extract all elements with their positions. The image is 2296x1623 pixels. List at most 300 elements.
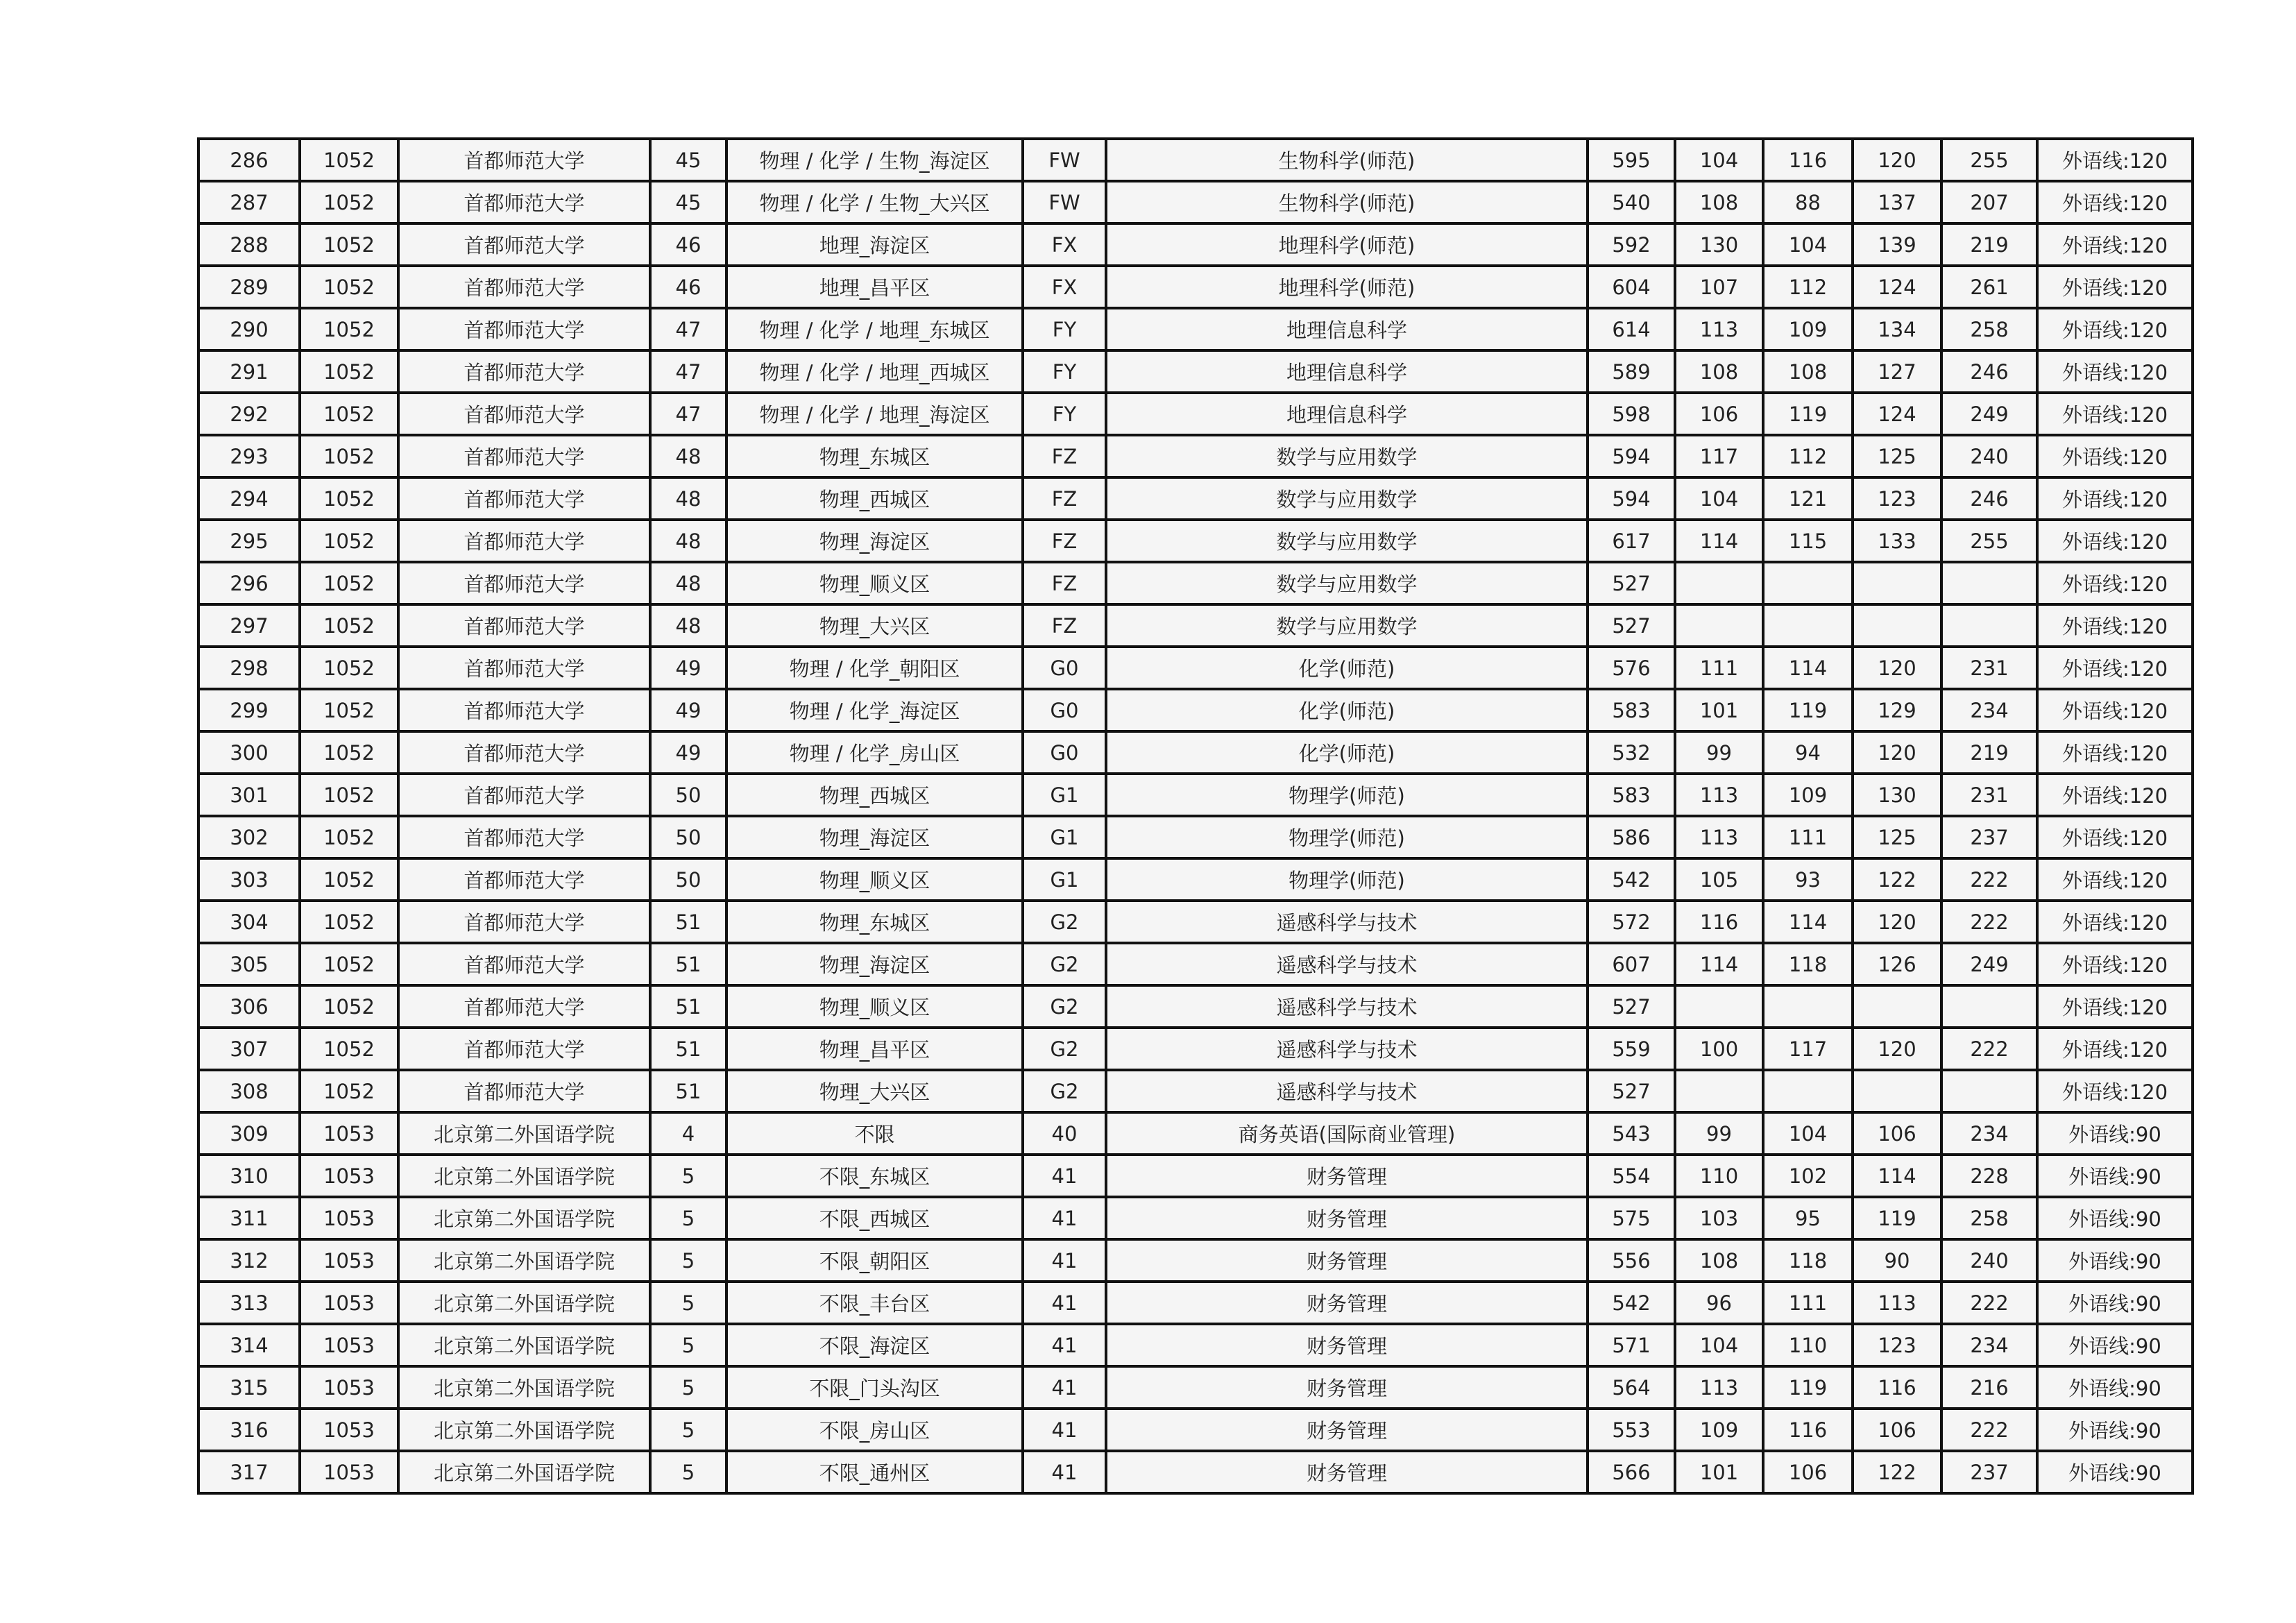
chinese-score-cell: 100 <box>1675 1028 1763 1070</box>
subject-district-cell: 物理_东城区 <box>726 435 1023 477</box>
chinese-score-cell: 104 <box>1675 1324 1763 1366</box>
foreign-score-cell: 134 <box>1853 308 1941 350</box>
remark-cell: 外语线:120 <box>2037 139 2193 181</box>
subject-district-cell: 物理 / 化学_房山区 <box>726 731 1023 774</box>
chinese-score-cell: 107 <box>1675 266 1763 308</box>
chinese-score-cell <box>1675 1070 1763 1112</box>
school-code-cell: 1052 <box>300 731 398 774</box>
composite-score-cell: 261 <box>1941 266 2037 308</box>
major-code-cell: 41 <box>1023 1155 1106 1197</box>
school-name-cell: 首都师范大学 <box>398 985 650 1028</box>
subject-district-cell: 地理_昌平区 <box>726 266 1023 308</box>
group-cell: 51 <box>650 1070 726 1112</box>
index-cell: 291 <box>198 350 300 393</box>
major-code-cell: FY <box>1023 393 1106 435</box>
school-code-cell: 1053 <box>300 1155 398 1197</box>
chinese-score-cell: 113 <box>1675 308 1763 350</box>
subject-district-cell: 不限_门头沟区 <box>726 1366 1023 1409</box>
major-code-cell: FX <box>1023 223 1106 266</box>
chinese-score-cell: 108 <box>1675 350 1763 393</box>
composite-score-cell: 222 <box>1941 1028 2037 1070</box>
chinese-score-cell <box>1675 562 1763 604</box>
chinese-score-cell <box>1675 604 1763 647</box>
school-code-cell: 1052 <box>300 308 398 350</box>
group-cell: 49 <box>650 647 726 689</box>
foreign-score-cell: 106 <box>1853 1409 1941 1451</box>
subject-district-cell: 物理 / 化学 / 地理_海淀区 <box>726 393 1023 435</box>
total-score-cell: 540 <box>1588 181 1675 223</box>
major-code-cell: G2 <box>1023 985 1106 1028</box>
subject-district-cell: 物理 / 化学 / 地理_西城区 <box>726 350 1023 393</box>
index-cell: 289 <box>198 266 300 308</box>
table-row <box>198 520 2193 562</box>
subject-district-cell: 不限_东城区 <box>726 1155 1023 1197</box>
remark-cell: 外语线:120 <box>2037 1070 2193 1112</box>
school-name-cell: 北京第二外国语学院 <box>398 1409 650 1451</box>
table-row <box>198 266 2193 308</box>
school-name-cell: 首都师范大学 <box>398 520 650 562</box>
foreign-score-cell: 129 <box>1853 689 1941 731</box>
remark-cell: 外语线:90 <box>2037 1366 2193 1409</box>
subject-district-cell: 物理_西城区 <box>726 774 1023 816</box>
school-code-cell: 1052 <box>300 858 398 901</box>
index-cell: 312 <box>198 1239 300 1282</box>
school-code-cell: 1053 <box>300 1409 398 1451</box>
major-name-cell: 地理信息科学 <box>1106 308 1588 350</box>
table-row <box>198 1451 2193 1493</box>
composite-score-cell: 246 <box>1941 350 2037 393</box>
group-cell: 51 <box>650 901 726 943</box>
table-row <box>198 393 2193 435</box>
group-cell: 46 <box>650 266 726 308</box>
group-cell: 47 <box>650 393 726 435</box>
index-cell: 297 <box>198 604 300 647</box>
table-body <box>198 139 2193 1493</box>
math-score-cell: 117 <box>1763 1028 1853 1070</box>
total-score-cell: 556 <box>1588 1239 1675 1282</box>
index-cell: 301 <box>198 774 300 816</box>
index-cell: 295 <box>198 520 300 562</box>
subject-district-cell: 物理_顺义区 <box>726 858 1023 901</box>
total-score-cell: 604 <box>1588 266 1675 308</box>
foreign-score-cell: 125 <box>1853 435 1941 477</box>
foreign-score-cell: 113 <box>1853 1282 1941 1324</box>
school-name-cell: 北京第二外国语学院 <box>398 1197 650 1239</box>
composite-score-cell: 255 <box>1941 520 2037 562</box>
group-cell: 48 <box>650 435 726 477</box>
major-code-cell: FZ <box>1023 604 1106 647</box>
major-code-cell: G1 <box>1023 774 1106 816</box>
chinese-score-cell: 113 <box>1675 774 1763 816</box>
group-cell: 5 <box>650 1366 726 1409</box>
foreign-score-cell: 124 <box>1853 266 1941 308</box>
math-score-cell: 119 <box>1763 689 1853 731</box>
composite-score-cell: 207 <box>1941 181 2037 223</box>
group-cell: 48 <box>650 520 726 562</box>
school-code-cell: 1053 <box>300 1197 398 1239</box>
group-cell: 5 <box>650 1239 726 1282</box>
table-row <box>198 562 2193 604</box>
remark-cell: 外语线:120 <box>2037 774 2193 816</box>
index-cell: 298 <box>198 647 300 689</box>
major-name-cell: 生物科学(师范) <box>1106 181 1588 223</box>
math-score-cell: 114 <box>1763 647 1853 689</box>
table-row <box>198 647 2193 689</box>
table-row <box>198 816 2193 858</box>
school-code-cell: 1052 <box>300 223 398 266</box>
chinese-score-cell: 104 <box>1675 477 1763 520</box>
school-code-cell: 1052 <box>300 350 398 393</box>
school-code-cell: 1053 <box>300 1112 398 1155</box>
table-row <box>198 604 2193 647</box>
math-score-cell: 112 <box>1763 266 1853 308</box>
table-row <box>198 477 2193 520</box>
composite-score-cell: 231 <box>1941 647 2037 689</box>
chinese-score-cell: 109 <box>1675 1409 1763 1451</box>
remark-cell: 外语线:120 <box>2037 266 2193 308</box>
foreign-score-cell: 122 <box>1853 1451 1941 1493</box>
foreign-score-cell <box>1853 604 1941 647</box>
major-code-cell: G2 <box>1023 1028 1106 1070</box>
total-score-cell: 586 <box>1588 816 1675 858</box>
school-name-cell: 首都师范大学 <box>398 858 650 901</box>
total-score-cell: 592 <box>1588 223 1675 266</box>
math-score-cell <box>1763 985 1853 1028</box>
major-code-cell: FZ <box>1023 562 1106 604</box>
major-name-cell: 化学(师范) <box>1106 647 1588 689</box>
remark-cell: 外语线:120 <box>2037 350 2193 393</box>
school-name-cell: 首都师范大学 <box>398 477 650 520</box>
math-score-cell: 115 <box>1763 520 1853 562</box>
total-score-cell: 614 <box>1588 308 1675 350</box>
table-row <box>198 308 2193 350</box>
subject-district-cell: 不限_通州区 <box>726 1451 1023 1493</box>
math-score-cell: 104 <box>1763 1112 1853 1155</box>
school-name-cell: 首都师范大学 <box>398 816 650 858</box>
group-cell: 49 <box>650 689 726 731</box>
subject-district-cell: 物理_东城区 <box>726 901 1023 943</box>
index-cell: 288 <box>198 223 300 266</box>
remark-cell: 外语线:120 <box>2037 308 2193 350</box>
index-cell: 314 <box>198 1324 300 1366</box>
table-row <box>198 1028 2193 1070</box>
math-score-cell <box>1763 604 1853 647</box>
school-code-cell: 1052 <box>300 1070 398 1112</box>
chinese-score-cell: 113 <box>1675 1366 1763 1409</box>
subject-district-cell: 物理 / 化学 / 地理_东城区 <box>726 308 1023 350</box>
math-score-cell <box>1763 562 1853 604</box>
chinese-score-cell: 117 <box>1675 435 1763 477</box>
school-code-cell: 1052 <box>300 435 398 477</box>
total-score-cell: 532 <box>1588 731 1675 774</box>
school-name-cell: 首都师范大学 <box>398 774 650 816</box>
table-row <box>198 1409 2193 1451</box>
major-name-cell: 商务英语(国际商业管理) <box>1106 1112 1588 1155</box>
composite-score-cell: 222 <box>1941 858 2037 901</box>
math-score-cell: 109 <box>1763 308 1853 350</box>
major-name-cell: 数学与应用数学 <box>1106 435 1588 477</box>
major-code-cell: G1 <box>1023 816 1106 858</box>
math-score-cell: 116 <box>1763 1409 1853 1451</box>
school-code-cell: 1052 <box>300 647 398 689</box>
subject-district-cell: 物理 / 化学_海淀区 <box>726 689 1023 731</box>
school-code-cell: 1052 <box>300 985 398 1028</box>
school-name-cell: 首都师范大学 <box>398 943 650 985</box>
school-name-cell: 首都师范大学 <box>398 1028 650 1070</box>
math-score-cell: 109 <box>1763 774 1853 816</box>
major-name-cell: 数学与应用数学 <box>1106 520 1588 562</box>
math-score-cell: 104 <box>1763 223 1853 266</box>
major-code-cell: G0 <box>1023 731 1106 774</box>
total-score-cell: 617 <box>1588 520 1675 562</box>
math-score-cell: 121 <box>1763 477 1853 520</box>
group-cell: 48 <box>650 477 726 520</box>
math-score-cell: 94 <box>1763 731 1853 774</box>
school-name-cell: 首都师范大学 <box>398 647 650 689</box>
index-cell: 302 <box>198 816 300 858</box>
major-code-cell: FY <box>1023 350 1106 393</box>
total-score-cell: 572 <box>1588 901 1675 943</box>
remark-cell: 外语线:90 <box>2037 1409 2193 1451</box>
group-cell: 48 <box>650 562 726 604</box>
remark-cell: 外语线:120 <box>2037 477 2193 520</box>
major-code-cell: 41 <box>1023 1197 1106 1239</box>
total-score-cell: 553 <box>1588 1409 1675 1451</box>
school-code-cell: 1052 <box>300 393 398 435</box>
subject-district-cell: 物理_顺义区 <box>726 562 1023 604</box>
subject-district-cell: 不限_丰台区 <box>726 1282 1023 1324</box>
index-cell: 300 <box>198 731 300 774</box>
remark-cell: 外语线:120 <box>2037 562 2193 604</box>
total-score-cell: 583 <box>1588 689 1675 731</box>
school-code-cell: 1052 <box>300 816 398 858</box>
index-cell: 292 <box>198 393 300 435</box>
total-score-cell: 595 <box>1588 139 1675 181</box>
remark-cell: 外语线:120 <box>2037 520 2193 562</box>
major-name-cell: 财务管理 <box>1106 1197 1588 1239</box>
foreign-score-cell: 124 <box>1853 393 1941 435</box>
total-score-cell: 598 <box>1588 393 1675 435</box>
school-name-cell: 北京第二外国语学院 <box>398 1324 650 1366</box>
school-name-cell: 首都师范大学 <box>398 1070 650 1112</box>
school-code-cell: 1052 <box>300 266 398 308</box>
school-name-cell: 北京第二外国语学院 <box>398 1112 650 1155</box>
foreign-score-cell: 123 <box>1853 1324 1941 1366</box>
foreign-score-cell: 120 <box>1853 647 1941 689</box>
index-cell: 293 <box>198 435 300 477</box>
remark-cell: 外语线:90 <box>2037 1282 2193 1324</box>
group-cell: 5 <box>650 1451 726 1493</box>
major-name-cell: 遥感科学与技术 <box>1106 1070 1588 1112</box>
school-code-cell: 1053 <box>300 1366 398 1409</box>
math-score-cell: 93 <box>1763 858 1853 901</box>
school-name-cell: 首都师范大学 <box>398 731 650 774</box>
chinese-score-cell: 105 <box>1675 858 1763 901</box>
school-name-cell: 首都师范大学 <box>398 562 650 604</box>
composite-score-cell: 219 <box>1941 223 2037 266</box>
remark-cell: 外语线:120 <box>2037 943 2193 985</box>
chinese-score-cell: 130 <box>1675 223 1763 266</box>
composite-score-cell: 222 <box>1941 901 2037 943</box>
major-name-cell: 地理科学(师范) <box>1106 266 1588 308</box>
school-code-cell: 1052 <box>300 139 398 181</box>
school-code-cell: 1052 <box>300 689 398 731</box>
math-score-cell: 114 <box>1763 901 1853 943</box>
school-name-cell: 首都师范大学 <box>398 223 650 266</box>
table-row <box>198 1239 2193 1282</box>
table-row <box>198 223 2193 266</box>
major-code-cell: 41 <box>1023 1239 1106 1282</box>
school-name-cell: 首都师范大学 <box>398 689 650 731</box>
index-cell: 317 <box>198 1451 300 1493</box>
subject-district-cell: 不限_房山区 <box>726 1409 1023 1451</box>
math-score-cell: 108 <box>1763 350 1853 393</box>
group-cell: 49 <box>650 731 726 774</box>
math-score-cell <box>1763 1070 1853 1112</box>
table-row <box>198 1070 2193 1112</box>
remark-cell: 外语线:120 <box>2037 647 2193 689</box>
total-score-cell: 575 <box>1588 1197 1675 1239</box>
school-name-cell: 北京第二外国语学院 <box>398 1282 650 1324</box>
group-cell: 5 <box>650 1197 726 1239</box>
index-cell: 315 <box>198 1366 300 1409</box>
major-name-cell: 地理科学(师范) <box>1106 223 1588 266</box>
group-cell: 5 <box>650 1409 726 1451</box>
composite-score-cell: 240 <box>1941 435 2037 477</box>
major-code-cell: 41 <box>1023 1324 1106 1366</box>
remark-cell: 外语线:90 <box>2037 1324 2193 1366</box>
school-name-cell: 首都师范大学 <box>398 604 650 647</box>
foreign-score-cell <box>1853 985 1941 1028</box>
remark-cell: 外语线:120 <box>2037 985 2193 1028</box>
table-row <box>198 858 2193 901</box>
school-code-cell: 1053 <box>300 1239 398 1282</box>
major-code-cell: G2 <box>1023 901 1106 943</box>
major-code-cell: FY <box>1023 308 1106 350</box>
index-cell: 310 <box>198 1155 300 1197</box>
index-cell: 316 <box>198 1409 300 1451</box>
remark-cell: 外语线:120 <box>2037 858 2193 901</box>
composite-score-cell: 216 <box>1941 1366 2037 1409</box>
composite-score-cell: 237 <box>1941 1451 2037 1493</box>
chinese-score-cell: 96 <box>1675 1282 1763 1324</box>
composite-score-cell: 222 <box>1941 1409 2037 1451</box>
index-cell: 313 <box>198 1282 300 1324</box>
subject-district-cell: 地理_海淀区 <box>726 223 1023 266</box>
major-name-cell: 遥感科学与技术 <box>1106 985 1588 1028</box>
group-cell: 50 <box>650 774 726 816</box>
table-row <box>198 1155 2193 1197</box>
remark-cell: 外语线:90 <box>2037 1197 2193 1239</box>
subject-district-cell: 物理_海淀区 <box>726 816 1023 858</box>
subject-district-cell: 不限_西城区 <box>726 1197 1023 1239</box>
composite-score-cell: 237 <box>1941 816 2037 858</box>
admission-scores-table <box>197 137 2194 1495</box>
remark-cell: 外语线:120 <box>2037 393 2193 435</box>
group-cell: 51 <box>650 985 726 1028</box>
total-score-cell: 554 <box>1588 1155 1675 1197</box>
group-cell: 5 <box>650 1324 726 1366</box>
school-name-cell: 北京第二外国语学院 <box>398 1451 650 1493</box>
major-name-cell: 化学(师范) <box>1106 689 1588 731</box>
major-code-cell: G0 <box>1023 647 1106 689</box>
math-score-cell: 111 <box>1763 1282 1853 1324</box>
school-name-cell: 首都师范大学 <box>398 435 650 477</box>
foreign-score-cell: 120 <box>1853 1028 1941 1070</box>
composite-score-cell: 234 <box>1941 689 2037 731</box>
composite-score-cell <box>1941 604 2037 647</box>
table-row <box>198 139 2193 181</box>
major-name-cell: 数学与应用数学 <box>1106 477 1588 520</box>
table-row <box>198 689 2193 731</box>
index-cell: 296 <box>198 562 300 604</box>
major-name-cell: 财务管理 <box>1106 1282 1588 1324</box>
composite-score-cell: 246 <box>1941 477 2037 520</box>
composite-score-cell: 249 <box>1941 393 2037 435</box>
remark-cell: 外语线:90 <box>2037 1112 2193 1155</box>
school-code-cell: 1052 <box>300 477 398 520</box>
major-name-cell: 遥感科学与技术 <box>1106 943 1588 985</box>
foreign-score-cell: 116 <box>1853 1366 1941 1409</box>
remark-cell: 外语线:120 <box>2037 816 2193 858</box>
composite-score-cell: 231 <box>1941 774 2037 816</box>
total-score-cell: 607 <box>1588 943 1675 985</box>
composite-score-cell <box>1941 985 2037 1028</box>
table-row <box>198 1324 2193 1366</box>
composite-score-cell: 222 <box>1941 1282 2037 1324</box>
major-name-cell: 财务管理 <box>1106 1155 1588 1197</box>
foreign-score-cell: 120 <box>1853 139 1941 181</box>
major-name-cell: 化学(师范) <box>1106 731 1588 774</box>
foreign-score-cell: 125 <box>1853 816 1941 858</box>
total-score-cell: 571 <box>1588 1324 1675 1366</box>
remark-cell: 外语线:90 <box>2037 1451 2193 1493</box>
foreign-score-cell <box>1853 1070 1941 1112</box>
total-score-cell: 559 <box>1588 1028 1675 1070</box>
remark-cell: 外语线:120 <box>2037 731 2193 774</box>
school-name-cell: 首都师范大学 <box>398 393 650 435</box>
index-cell: 308 <box>198 1070 300 1112</box>
school-name-cell: 北京第二外国语学院 <box>398 1155 650 1197</box>
chinese-score-cell: 99 <box>1675 1112 1763 1155</box>
school-code-cell: 1053 <box>300 1324 398 1366</box>
composite-score-cell: 258 <box>1941 308 2037 350</box>
index-cell: 286 <box>198 139 300 181</box>
table-row <box>198 1197 2193 1239</box>
index-cell: 304 <box>198 901 300 943</box>
major-name-cell: 物理学(师范) <box>1106 816 1588 858</box>
table-row <box>198 1112 2193 1155</box>
foreign-score-cell: 133 <box>1853 520 1941 562</box>
major-code-cell: 40 <box>1023 1112 1106 1155</box>
total-score-cell: 583 <box>1588 774 1675 816</box>
composite-score-cell: 249 <box>1941 943 2037 985</box>
total-score-cell: 594 <box>1588 435 1675 477</box>
remark-cell: 外语线:120 <box>2037 901 2193 943</box>
math-score-cell: 112 <box>1763 435 1853 477</box>
foreign-score-cell: 114 <box>1853 1155 1941 1197</box>
table-row <box>198 943 2193 985</box>
group-cell: 51 <box>650 1028 726 1070</box>
major-code-cell: FZ <box>1023 477 1106 520</box>
remark-cell: 外语线:120 <box>2037 689 2193 731</box>
school-code-cell: 1052 <box>300 943 398 985</box>
school-code-cell: 1052 <box>300 604 398 647</box>
major-name-cell: 物理学(师范) <box>1106 858 1588 901</box>
index-cell: 307 <box>198 1028 300 1070</box>
chinese-score-cell: 108 <box>1675 181 1763 223</box>
chinese-score-cell: 106 <box>1675 393 1763 435</box>
